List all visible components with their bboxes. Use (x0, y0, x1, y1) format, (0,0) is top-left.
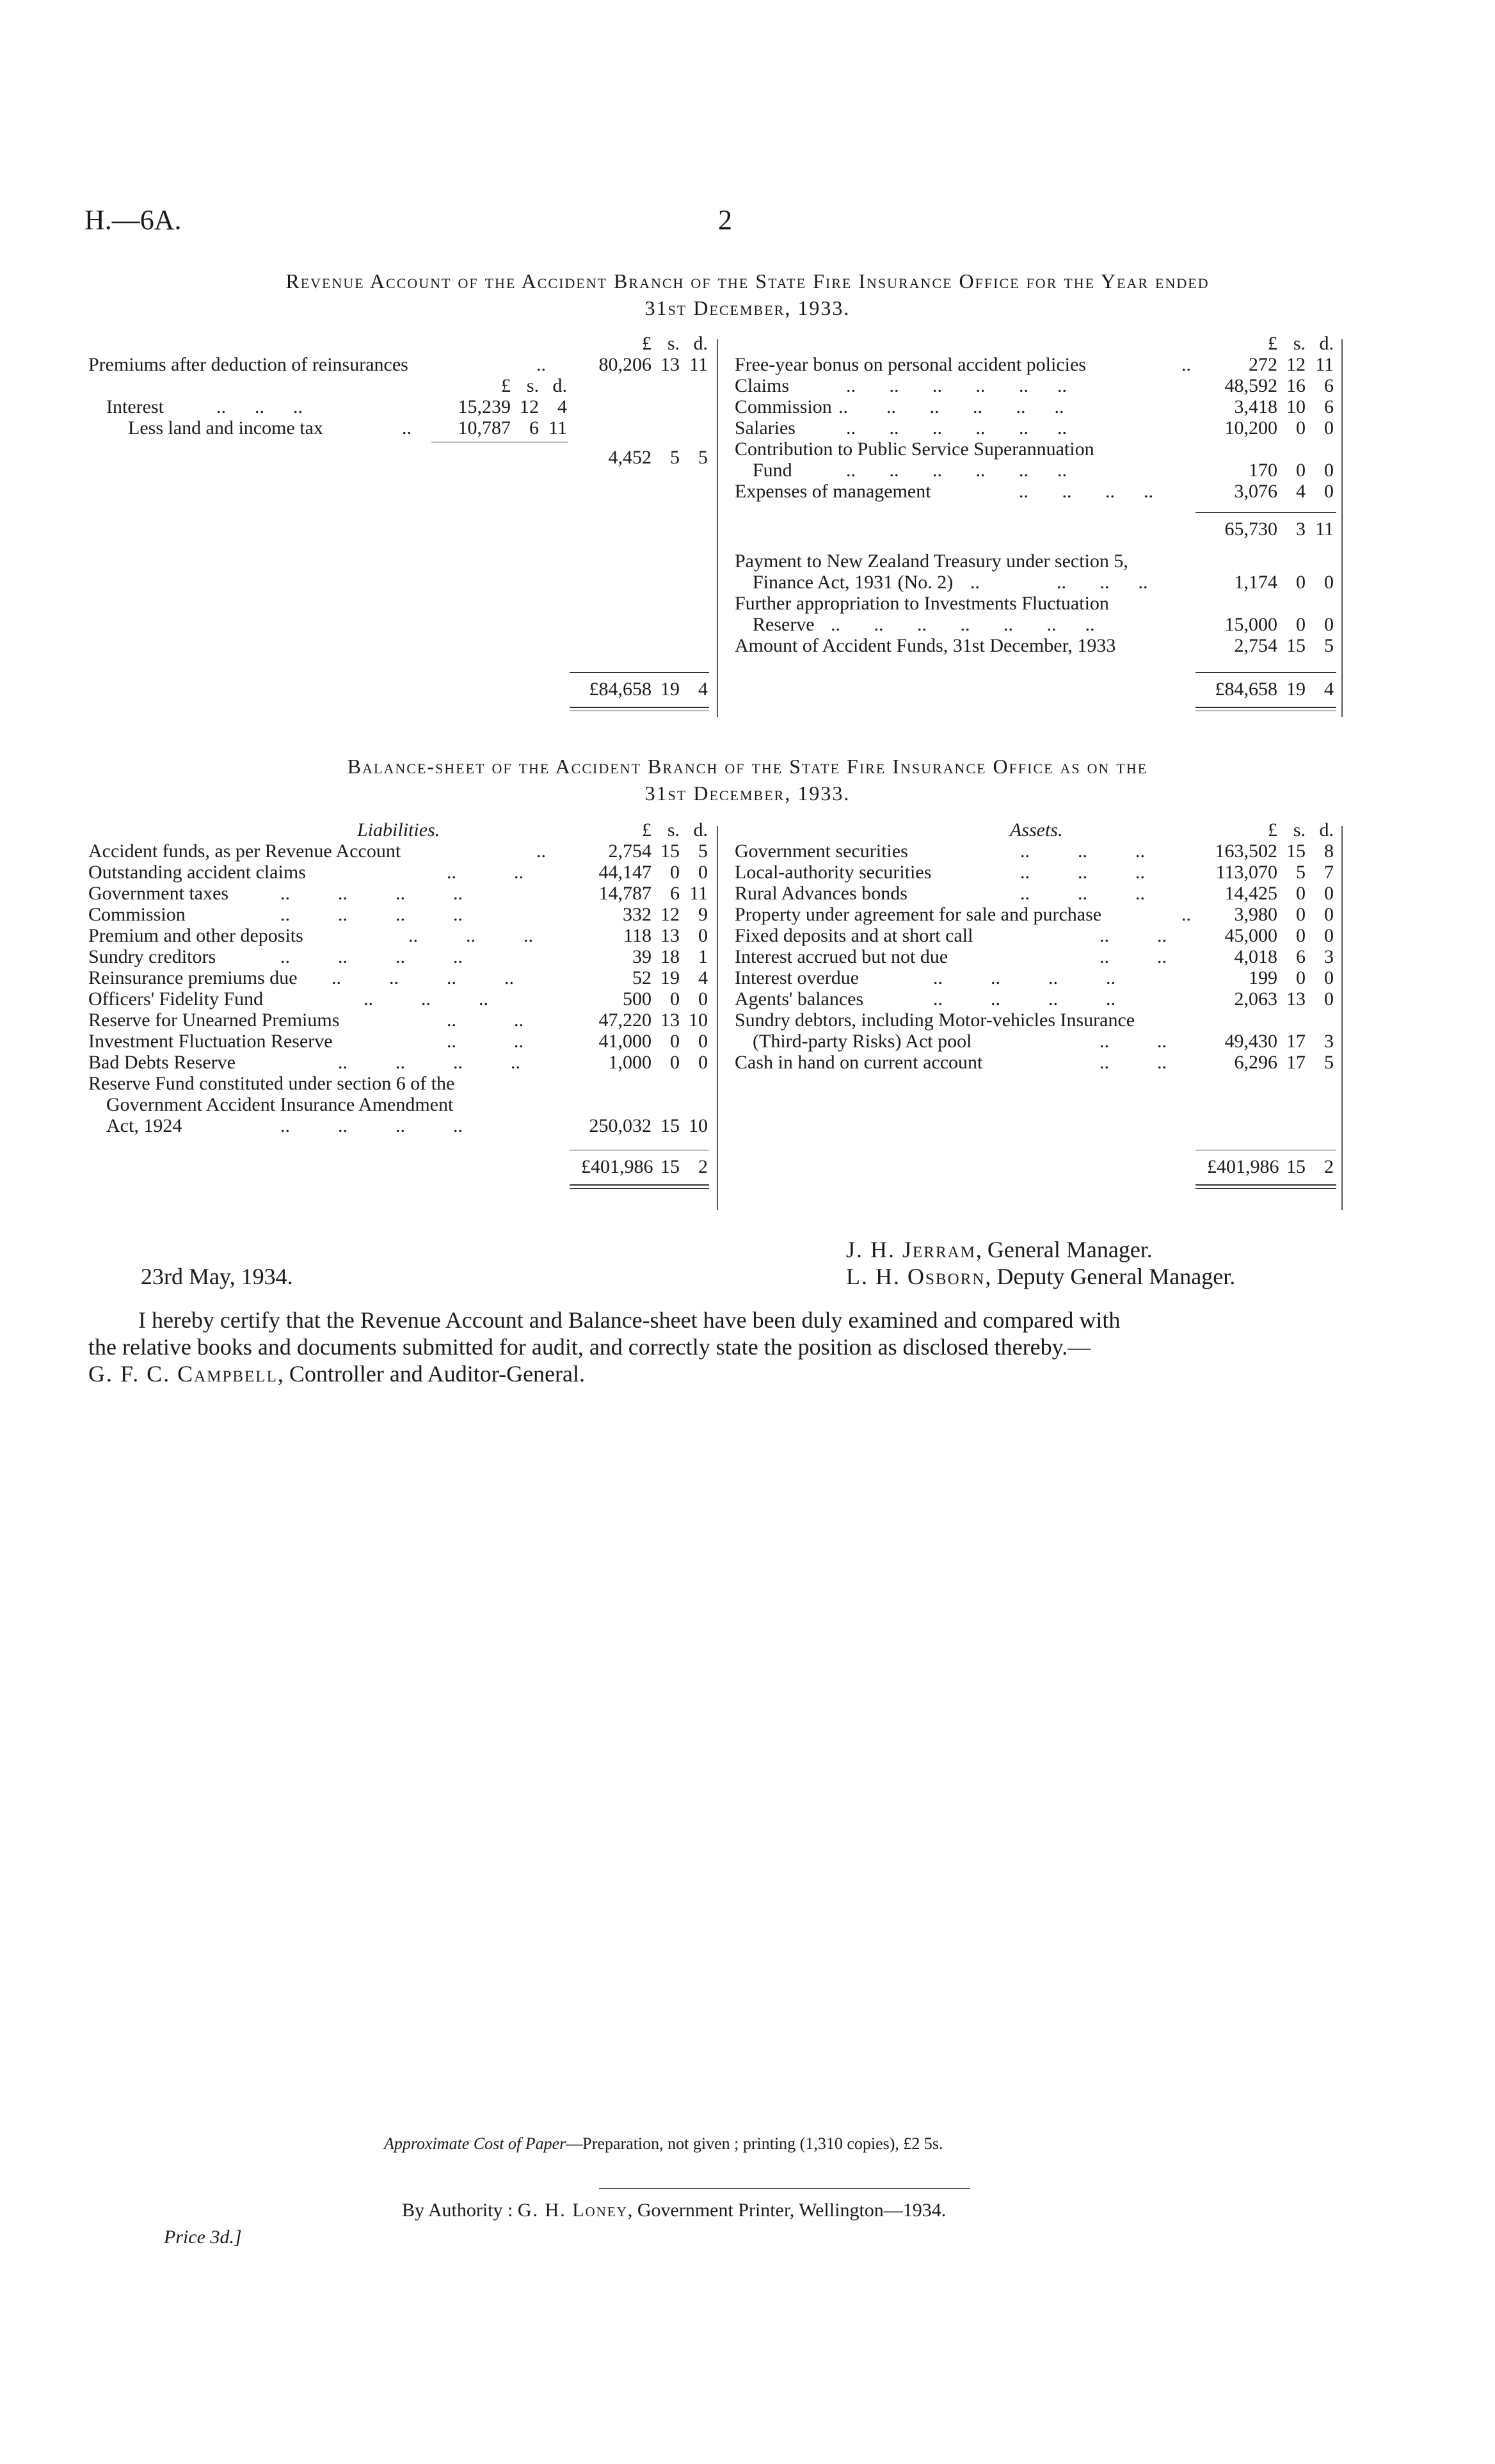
pence-heading: d. (693, 819, 708, 841)
asset-label: Property under agreement for sale and purchase (735, 904, 1102, 925)
shillings: 3 (1296, 519, 1306, 540)
pounds-heading: £ (1268, 819, 1277, 841)
revenue-account (88, 333, 1368, 723)
liability-amount (581, 988, 708, 1010)
leader-dots: .. .. .. .. (280, 883, 463, 904)
asset-label: Interest accrued but not due (735, 946, 948, 967)
liability-amount (581, 1052, 708, 1073)
shillings: 4 (1296, 481, 1306, 502)
shillings: 0 (1296, 417, 1306, 439)
pence: 3 (1324, 946, 1334, 967)
pence: 9 (698, 904, 708, 925)
pence: 0 (1324, 460, 1334, 481)
printer-name: G. H. Loney (517, 2200, 628, 2221)
liability-label: Accident funds, as per Revenue Account (88, 841, 401, 862)
pence: 11 (548, 417, 567, 439)
leader-dots: .. .. .. .. (280, 946, 463, 967)
asset-amount (1207, 883, 1334, 904)
pounds: 1,174 (1234, 572, 1277, 593)
leader-dots: .. .. .. .. (280, 904, 463, 925)
pounds: 10,200 (1224, 417, 1277, 439)
asset-amount (1207, 946, 1334, 967)
leader-dots: .. .. .. .. (970, 572, 1148, 593)
shillings: 19 (660, 679, 680, 700)
deputy-manager-signature (846, 1264, 1235, 1289)
auditor-title: , Controller and Auditor-General. (277, 1361, 585, 1387)
shillings: 19 (1286, 679, 1306, 700)
liability-label: Officers' Fidelity Fund (88, 988, 264, 1010)
pounds: 48,592 (1224, 375, 1277, 396)
pounds: 272 (1249, 354, 1277, 375)
deputy-manager-title: , Deputy General Manager. (985, 1264, 1236, 1289)
certificate-signature (88, 1361, 585, 1387)
pence: 5 (698, 447, 708, 468)
leader-dots: .. .. .. (1020, 862, 1145, 883)
liability-amount (581, 967, 708, 988)
pence: 4 (698, 679, 708, 700)
shillings: 17 (1286, 1052, 1306, 1073)
subtotal-rule (1195, 512, 1336, 513)
shillings: 0 (670, 988, 680, 1010)
revenue-left-header (581, 333, 708, 354)
pounds: 44,147 (598, 862, 652, 883)
liability-amount (581, 904, 708, 925)
tax-amount (440, 417, 567, 439)
shillings: 0 (670, 1031, 680, 1052)
assets-heading: Assets. (1010, 819, 1063, 841)
cash-label: Cash in hand on current account (735, 1052, 983, 1073)
leader-dots: .. .. (1099, 946, 1167, 967)
reserve-label: Reserve Fund constituted under section 6 of the (88, 1073, 455, 1094)
shillings: 15 (660, 1156, 680, 1177)
leader-dots: .. .. .. .. (280, 1115, 463, 1136)
balance-left-header (581, 819, 708, 841)
shillings: 6 (529, 417, 539, 439)
general-manager-signature (846, 1237, 1153, 1262)
interest-label: Interest (106, 396, 164, 417)
pounds-heading: £ (1268, 333, 1277, 354)
liability-label: Commission (88, 904, 186, 925)
shillings: 0 (670, 862, 680, 883)
pounds: £401,986 (1207, 1156, 1279, 1177)
revenue-item-label: Contribution to Public Service Superannuation (735, 439, 1094, 460)
leader-dots: .. .. .. (408, 925, 533, 946)
pounds: 2,754 (1234, 635, 1277, 656)
double-rule (1195, 707, 1336, 708)
general-manager-name: J. H. Jerram (846, 1237, 976, 1262)
revenue-item-label: Expenses of management (735, 481, 931, 502)
balance-title-line2: 31st December, 1933. (644, 782, 851, 805)
column-divider (717, 339, 718, 717)
leader-dots: .. .. .. (216, 396, 303, 417)
pence: 0 (698, 1052, 708, 1073)
pence: 2 (1324, 1156, 1334, 1177)
leader-dots: .. .. .. .. .. .. (846, 460, 1067, 481)
liabilities-heading: Liabilities. (357, 819, 440, 841)
shillings: 0 (1296, 614, 1306, 635)
pence: 10 (689, 1115, 708, 1136)
leader-dots: .. .. (447, 862, 524, 883)
pence: 0 (1324, 904, 1334, 925)
pence: 6 (1324, 396, 1334, 417)
pence: 11 (1315, 354, 1334, 375)
pounds: 2,063 (1234, 988, 1277, 1010)
leader-dots: .. (1181, 354, 1191, 375)
cost-of-paper (384, 2134, 943, 2154)
revenue-item-label: Claims (735, 375, 790, 396)
pence-heading: d. (693, 333, 708, 354)
asset-label: Government securities (735, 841, 908, 862)
asset-label: Local-authority securities (735, 862, 932, 883)
premiums-amount (581, 354, 708, 375)
pounds: 500 (623, 988, 652, 1010)
column-divider (717, 826, 718, 1210)
pounds: 14,425 (1224, 883, 1277, 904)
leader-dots: .. .. .. .. (338, 1052, 520, 1073)
revenue-item-amount (1207, 460, 1334, 481)
net-interest-amount (581, 447, 708, 468)
total-rule (570, 672, 709, 673)
pounds: 118 (623, 925, 652, 946)
shillings: 17 (1286, 1031, 1306, 1052)
liability-label: Reserve for Unearned Premiums (88, 1010, 340, 1031)
shillings: 12 (660, 904, 680, 925)
pounds: 47,220 (598, 1010, 652, 1031)
pounds: 2,754 (608, 841, 652, 862)
shillings-heading: s. (667, 333, 680, 354)
shillings-heading: s. (526, 375, 539, 396)
liability-amount (581, 1031, 708, 1052)
double-rule (570, 1184, 709, 1186)
pence: 0 (1324, 614, 1334, 635)
pence: 11 (1315, 519, 1334, 540)
pence: 0 (1324, 988, 1334, 1010)
leader-dots: .. .. .. .. (933, 988, 1115, 1010)
liability-amount (581, 946, 708, 967)
liability-amount (581, 925, 708, 946)
pounds-heading: £ (501, 375, 511, 396)
shillings: 13 (660, 925, 680, 946)
pounds: 250,032 (589, 1115, 652, 1136)
pounds: 3,418 (1234, 396, 1277, 417)
asset-label: Rural Advances bonds (735, 883, 907, 904)
pence-heading: d. (1319, 819, 1334, 841)
shillings: 12 (1286, 354, 1306, 375)
pounds: 1,000 (608, 1052, 652, 1073)
leader-dots: .. (1181, 904, 1191, 925)
liabilities-total (581, 1156, 708, 1177)
pounds: 170 (1249, 460, 1277, 481)
pence: 0 (1324, 417, 1334, 439)
pounds: 15,239 (458, 396, 511, 417)
asset-amount (1207, 967, 1334, 988)
asset-amount (1207, 988, 1334, 1010)
payment-label: Payment to New Zealand Treasury under section 5, (735, 551, 1128, 572)
interest-sub-header (440, 375, 567, 396)
column-divider (1341, 339, 1343, 717)
funds-label: Amount of Accident Funds, 31st December, 1933 (735, 635, 1116, 656)
shillings: 15 (1286, 635, 1306, 656)
pence: 0 (1324, 925, 1334, 946)
deputy-manager-name: L. H. Osborn (846, 1264, 986, 1289)
shillings: 19 (660, 967, 680, 988)
page-number: 2 (718, 204, 732, 236)
pence: 0 (1324, 572, 1334, 593)
pence: 1 (698, 946, 708, 967)
pence: 11 (689, 883, 708, 904)
cash-amount (1207, 1052, 1334, 1073)
leader-dots: .. .. .. .. (332, 967, 514, 988)
liability-amount (581, 1010, 708, 1031)
leader-dots: .. .. (447, 1010, 524, 1031)
further-label: Reserve (753, 614, 815, 635)
shillings: 6 (1296, 946, 1306, 967)
shillings-heading: s. (1293, 819, 1306, 841)
printer-authority (402, 2200, 946, 2221)
revenue-title-line1: Revenue Account of the Accident Branch of the State Fire Insurance Office for the Year ended (285, 270, 1210, 293)
pence: 10 (689, 1010, 708, 1031)
pence: 5 (1324, 635, 1334, 656)
pounds-heading: £ (642, 819, 652, 841)
asset-label: Interest overdue (735, 967, 859, 988)
pounds: 80,206 (598, 354, 652, 375)
further-label: Further appropriation to Investments Fluctuation (735, 593, 1109, 614)
shillings: 0 (670, 1052, 680, 1073)
leader-dots: .. .. .. (1020, 841, 1145, 862)
shillings: 12 (520, 396, 539, 417)
balance-right-header (1207, 819, 1334, 841)
shillings: 16 (1286, 375, 1306, 396)
asset-amount (1207, 925, 1334, 946)
report-date: 23rd May, 1934. (141, 1264, 293, 1289)
general-manager-title: , General Manager. (975, 1237, 1153, 1262)
shillings: 15 (660, 841, 680, 862)
pounds: 199 (1249, 967, 1277, 988)
funds-amount (1207, 635, 1334, 656)
leader-dots: .. (402, 417, 412, 439)
revenue-item-amount (1207, 417, 1334, 439)
shillings: 13 (660, 354, 680, 375)
pence: 2 (698, 1156, 708, 1177)
page-reference: H.—6A. (84, 204, 182, 236)
pounds: 41,000 (598, 1031, 652, 1052)
certificate-line1: I hereby certify that the Revenue Account and Balance-sheet have been duly examined and compared with (138, 1307, 1121, 1333)
pence: 3 (1324, 1031, 1334, 1052)
asset-label: Agents' balances (735, 988, 864, 1010)
pounds: 14,787 (598, 883, 652, 904)
leader-dots: .. .. .. .. .. .. (838, 396, 1064, 417)
liability-amount (581, 841, 708, 862)
balance-title-line1: Balance-sheet of the Accident Branch of the State Fire Insurance Office as on the (347, 755, 1148, 778)
pence: 4 (698, 967, 708, 988)
pence: 5 (1324, 1052, 1334, 1073)
authority-detail: , Government Printer, Wellington—1934. (627, 2200, 947, 2221)
pence: 5 (698, 841, 708, 862)
column-divider (1341, 826, 1343, 1210)
revenue-left-total (581, 679, 708, 700)
liability-label: Premium and other deposits (88, 925, 303, 946)
asset-amount (1207, 862, 1334, 883)
liability-amount (581, 862, 708, 883)
pence: 4 (1324, 679, 1334, 700)
pence-heading: d. (1319, 333, 1334, 354)
assets-total (1207, 1156, 1334, 1177)
leader-dots: .. .. .. .. .. .. (846, 417, 1067, 439)
pounds: 113,070 (1215, 862, 1277, 883)
leader-dots: .. .. .. (364, 988, 488, 1010)
pounds: 52 (632, 967, 652, 988)
pounds: 65,730 (1224, 519, 1277, 540)
liability-label: Investment Fluctuation Reserve (88, 1031, 333, 1052)
pounds: 10,787 (458, 417, 511, 439)
asset-label: Fixed deposits and at short call (735, 925, 973, 946)
leader-dots: .. (536, 354, 546, 375)
price: Price 3d.] (164, 2226, 242, 2248)
shillings: 18 (660, 946, 680, 967)
revenue-right-header (1207, 333, 1334, 354)
leader-dots: .. .. .. .. (933, 967, 1115, 988)
interest-amount (440, 396, 567, 417)
pence: 6 (1324, 375, 1334, 396)
revenue-right-total (1207, 679, 1334, 700)
pence: 4 (557, 396, 567, 417)
asset-amount (1207, 841, 1334, 862)
reserve-label: Government Accident Insurance Amendment (106, 1094, 454, 1115)
shillings-heading: s. (1293, 333, 1306, 354)
pounds: 6,296 (1234, 1052, 1277, 1073)
pounds: £84,658 (589, 679, 652, 700)
pence: 0 (698, 988, 708, 1010)
revenue-item-label: Salaries (735, 417, 795, 439)
shillings: 13 (1286, 988, 1306, 1010)
double-rule (570, 707, 709, 708)
payment-label: Finance Act, 1931 (No. 2) (753, 572, 954, 593)
shillings: 15 (660, 1115, 680, 1136)
double-rule (1195, 1188, 1336, 1189)
revenue-title-line2: 31st December, 1933. (644, 296, 851, 319)
shillings: 0 (1296, 925, 1306, 946)
revenue-subtotal (1207, 519, 1334, 540)
pounds: 45,000 (1224, 925, 1277, 946)
pence: 0 (698, 1031, 708, 1052)
shillings: 10 (1286, 396, 1306, 417)
shillings: 0 (1296, 572, 1306, 593)
reserve-amount (581, 1115, 708, 1136)
revenue-item-amount (1207, 481, 1334, 502)
shillings: 6 (670, 883, 680, 904)
cost-detail: —Preparation, not given ; printing (1,310 copies), £2 5s. (566, 2134, 943, 2153)
pence: 0 (1324, 883, 1334, 904)
pounds: 163,502 (1215, 841, 1277, 862)
payment-amount (1207, 572, 1334, 593)
pence: 11 (689, 354, 708, 375)
revenue-item-label: Commission (735, 396, 832, 417)
certificate-line2: the relative books and documents submitted for audit, and correctly state the position as disclosed thereby.— (88, 1334, 1091, 1360)
revenue-item-amount (1207, 354, 1334, 375)
pounds: 3,076 (1234, 481, 1277, 502)
shillings: 15 (1286, 841, 1306, 862)
pence: 0 (698, 862, 708, 883)
shillings: 13 (660, 1010, 680, 1031)
liability-label: Sundry creditors (88, 946, 216, 967)
pounds: £84,658 (1215, 679, 1277, 700)
liability-label: Outstanding accident claims (88, 862, 306, 883)
further-amount (1207, 614, 1334, 635)
sundry-label: Sundry debtors, including Motor-vehicles Insurance (735, 1010, 1135, 1031)
total-rule (1195, 672, 1336, 673)
leader-dots: .. .. (447, 1031, 524, 1052)
footer-rule (599, 2188, 970, 2189)
pence: 8 (1324, 841, 1334, 862)
pounds: 4,018 (1234, 946, 1277, 967)
pence: 0 (1324, 481, 1334, 502)
double-rule (570, 1188, 709, 1189)
liability-label: Government taxes (88, 883, 229, 904)
pence: 0 (698, 925, 708, 946)
leader-dots: .. .. .. .. .. .. (846, 375, 1067, 396)
leader-dots: .. .. .. .. (1019, 481, 1153, 502)
revenue-item-amount (1207, 396, 1334, 417)
leader-dots: .. .. (1099, 1052, 1167, 1073)
auditor-name: G. F. C. Campbell (88, 1361, 278, 1387)
leader-dots: .. .. .. (1020, 883, 1145, 904)
pence-heading: d. (552, 375, 567, 396)
revenue-item-amount (1207, 375, 1334, 396)
shillings: 5 (670, 447, 680, 468)
pounds: 39 (632, 946, 652, 967)
pounds: 15,000 (1224, 614, 1277, 635)
pounds: 332 (623, 904, 652, 925)
balance-sheet (88, 819, 1368, 1216)
leader-dots: .. .. .. .. .. .. .. (831, 614, 1095, 635)
shillings: 0 (1296, 904, 1306, 925)
pence: 0 (1324, 967, 1334, 988)
leader-dots: .. (536, 841, 546, 862)
tax-label: Less land and income tax (128, 417, 323, 439)
pounds-heading: £ (642, 333, 652, 354)
sundry-amount (1207, 1031, 1334, 1052)
shillings-heading: s. (667, 819, 680, 841)
shillings: 0 (1296, 460, 1306, 481)
premiums-label: Premiums after deduction of reinsurances (88, 354, 408, 375)
authority-prefix: By Authority : (402, 2200, 513, 2221)
sundry-label: (Third-party Risks) Act pool (753, 1031, 972, 1052)
pounds: 4,452 (608, 447, 652, 468)
pounds: £401,986 (581, 1156, 653, 1177)
shillings: 0 (1296, 883, 1306, 904)
shillings: 0 (1296, 967, 1306, 988)
pence: 7 (1324, 862, 1334, 883)
shillings: 5 (1296, 862, 1306, 883)
liability-label: Bad Debts Reserve (88, 1052, 236, 1073)
shillings: 15 (1286, 1156, 1306, 1177)
liability-amount (581, 883, 708, 904)
revenue-item-label: Free-year bonus on personal accident policies (735, 354, 1086, 375)
leader-dots: .. .. (1099, 1031, 1167, 1052)
asset-amount (1207, 904, 1334, 925)
reserve-label: Act, 1924 (106, 1115, 182, 1136)
revenue-item-label: Fund (753, 460, 792, 481)
pounds: 3,980 (1234, 904, 1277, 925)
double-rule (1195, 1184, 1336, 1186)
cost-label: Approximate Cost of Paper (384, 2134, 566, 2153)
leader-dots: .. .. (1099, 925, 1167, 946)
liability-label: Reinsurance premiums due (88, 967, 298, 988)
pounds: 49,430 (1224, 1031, 1277, 1052)
